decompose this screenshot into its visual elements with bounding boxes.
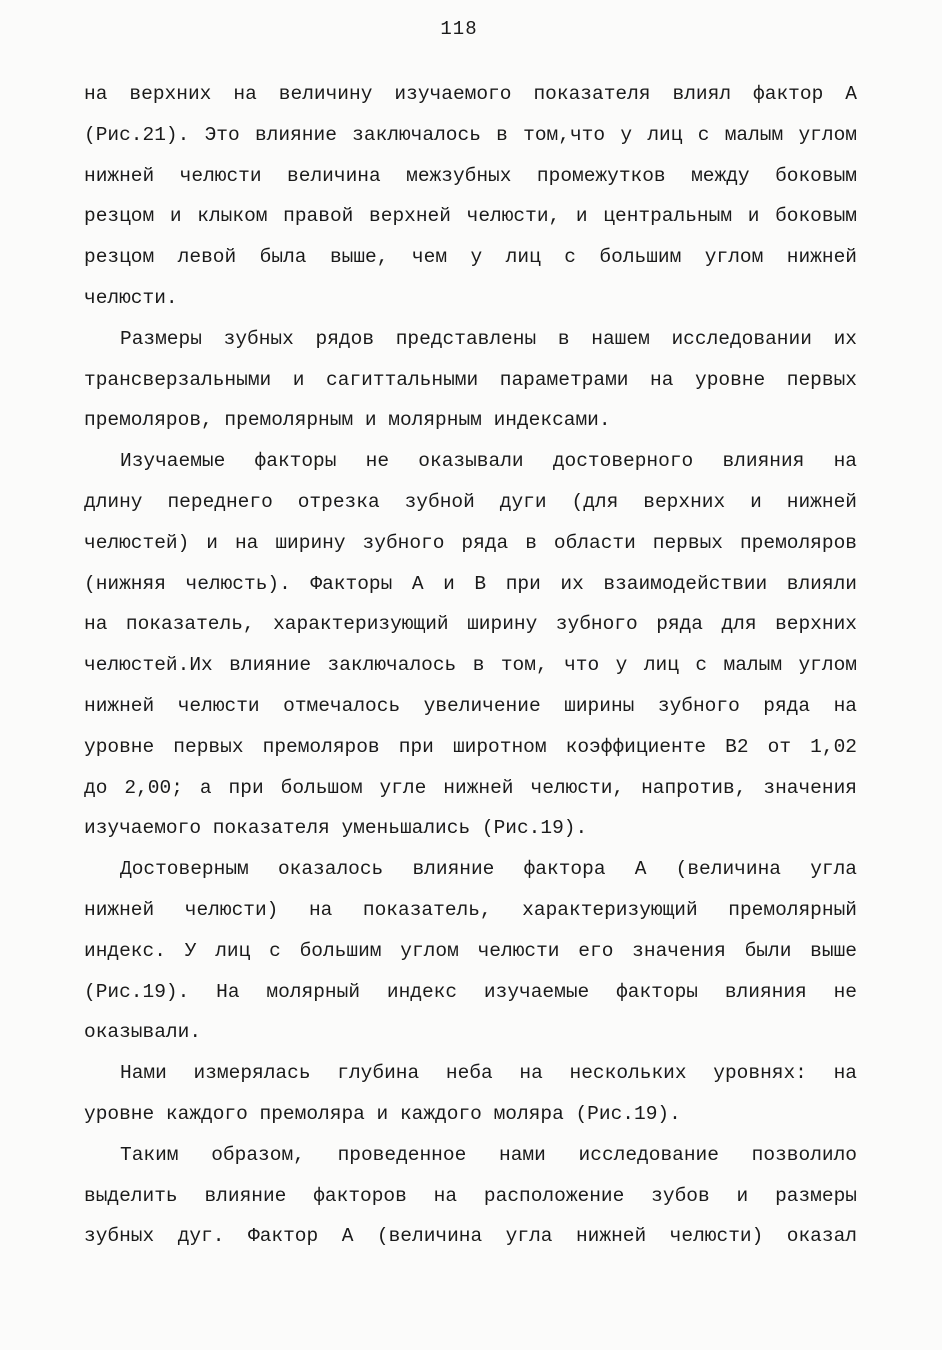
text-line: челюстей.Их влияние заключалось в том, что у лиц с малым углом	[84, 654, 857, 677]
text-line: (нижняя челюсть). Факторы А и В при их взаимодействии влияли	[84, 572, 857, 595]
text-line: нижней челюсти) на показатель, характеризующий премолярный	[84, 898, 857, 921]
page-number: 118	[440, 18, 478, 40]
text-line: резцом и клыком правой верхней челюсти, и центральным и боковым	[84, 205, 857, 228]
text-line: до 2,00; а при большом угле нижней челюсти, напротив, значения	[84, 776, 857, 799]
text-line: на верхних на величину изучаемого показателя влиял фактор А	[84, 83, 857, 105]
text-line: (Рис.21). Это влияние заключалось в том,что у лиц с малым углом	[84, 123, 857, 146]
text-line: челюсти.	[84, 286, 178, 309]
text-line: Таким образом, проведенное нами исследование позволило	[120, 1143, 857, 1166]
text-line: Нами измерялась глубина неба на нескольких уровнях: на	[120, 1062, 857, 1085]
text-line: нижней челюсти величина межзубных промежутков между боковым	[84, 164, 857, 187]
text-line: индекс. У лиц с большим углом челюсти его значения были выше	[84, 939, 857, 962]
text-line: челюстей) и на ширину зубного ряда в области первых премоляров	[84, 531, 857, 554]
text-line: изучаемого показателя уменьшались (Рис.19).	[84, 817, 588, 840]
text-line: выделить влияние факторов на расположение зубов и размеры	[84, 1184, 857, 1207]
text-line: Размеры зубных рядов представлены в нашем исследовании их	[120, 327, 857, 350]
text-line: длину переднего отрезка зубной дуги (для верхних и нижней	[84, 490, 857, 513]
text-line: резцом левой была выше, чем у лиц с большим углом нижней	[84, 246, 857, 269]
text-line: трансверзальными и сагиттальными параметрами на уровне первых	[84, 368, 857, 391]
text-line: уровне каждого премоляра и каждого моляра (Рис.19).	[84, 1102, 681, 1125]
text-line: уровне первых премоляров при широтном коэффициенте В2 от 1,02	[84, 735, 857, 758]
text-line: оказывали.	[84, 1021, 202, 1044]
text-line: (Рис.19). На молярный индекс изучаемые факторы влияния не	[84, 980, 857, 1003]
text-line: зубных дуг. Фактор А (величина угла нижней челюсти) оказал	[84, 1225, 857, 1248]
body-text	[84, 74, 857, 1257]
text-line: Достоверным оказалось влияние фактора А (величина угла	[120, 858, 857, 881]
text-line: премоляров, премолярным и молярным индексами.	[84, 409, 611, 432]
text-line: на показатель, характеризующий ширину зубного ряда для верхних	[84, 613, 857, 636]
text-line: нижней челюсти отмечалось увеличение ширины зубного ряда на	[84, 694, 857, 717]
text-line: Изучаемые факторы не оказывали достоверного влияния на	[120, 450, 857, 473]
